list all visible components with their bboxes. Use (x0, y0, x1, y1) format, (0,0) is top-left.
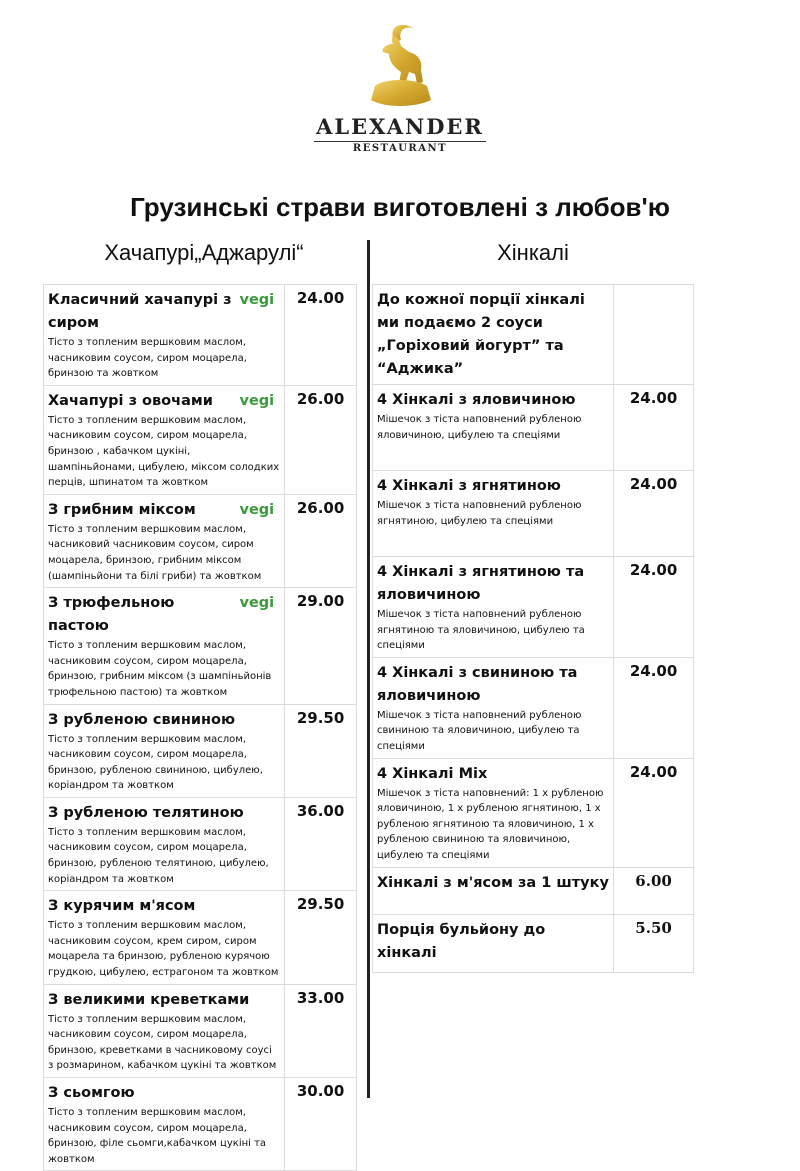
menu-item-price: 29.50 (285, 704, 357, 797)
menu-item-row (44, 1078, 357, 1171)
menu-item-row (44, 588, 357, 704)
menu-item-row (373, 557, 694, 658)
menu-item-description: Тісто з топленим вершковим маслом, часниковим соусом, сиром моцарела, бринзою та жовтком (48, 337, 247, 380)
menu-item-row (44, 385, 357, 494)
menu-item-header (48, 709, 280, 732)
khinkali-title: Хінкалі (497, 240, 569, 265)
vegi-badge: vegi (239, 501, 275, 518)
menu-item-name: 4 Хінкалі з ягнятиною (377, 478, 561, 494)
menu-item-row (44, 797, 357, 890)
menu-item-header (48, 802, 280, 825)
brand-subtitle: RESTAURANT (352, 143, 448, 154)
menu-item-price: 26.00 (285, 494, 357, 587)
menu-item-row (44, 704, 357, 797)
menu-item-header (48, 390, 280, 413)
goat-logo-icon (365, 22, 435, 112)
menu-item-header (48, 989, 280, 1012)
menu-item-description: Тісто з топленим вершковим маслом, часниковим соусом, сиром моцарела, бринзою, грибним міксом (з шампіньйонів трюфельною пастою) та жовтком (48, 640, 272, 698)
column-divider (367, 240, 370, 1098)
menu-item-cell (44, 494, 285, 587)
menu-item-description: Мішечок з тіста наповнений: 1 х рубленою яловичиною, 1 х рубленою ягнятиною, 1 х рубленою ягнятиною та яловичиною, 1 х рубленою свининою та яловичиною, цибулею та спеціями (377, 787, 604, 861)
khinkali-table (372, 284, 694, 973)
menu-item-description: Тісто з топленим вершковим маслом, часниковим соусом, сиром моцарела, бринзою, креветками в часниковому соусі з розмарином, кабачком цукіні та жовтком (48, 1013, 277, 1072)
menu-item-price: 24.00 (285, 285, 357, 386)
menu-item-row (373, 657, 694, 758)
menu-item-header (48, 499, 280, 522)
vegi-badge: vegi (239, 595, 275, 612)
menu-item-description: Тісто з топленим вершковим маслом, часниковим соусом, сиром моцарела, бринзою, філе сьомги,кабачком цукіні та жовтком (48, 1107, 267, 1165)
menu-item-name: 4 Хінкалі з свининою та яловичиною (377, 664, 578, 704)
menu-item-row (44, 494, 357, 587)
vegi-badge: vegi (239, 292, 275, 308)
menu-item-cell (373, 557, 614, 658)
menu-item-cell (44, 797, 285, 890)
menu-item-price: 24.00 (614, 657, 694, 758)
menu-item-name: Хачапурі з овочами (48, 392, 213, 409)
brand-name: ALEXANDER (316, 114, 484, 139)
menu-item-description: Мішечок з тіста наповнений рубленою ягнятиною, цибулею та спеціями (377, 500, 582, 527)
menu-item-row (44, 984, 357, 1077)
menu-item-price: 30.00 (285, 1078, 357, 1171)
menu-item-cell (44, 891, 285, 984)
menu-item-cell (373, 758, 614, 867)
menu-item-description: Тісто з топленим вершковим маслом, часниковим соусом, сиром моцарела, бринзою, рубленою телятиною, цибулею, коріандром та жовтком (48, 826, 269, 885)
menu-item-name: Хінкалі з м'ясом за 1 штуку (377, 874, 609, 891)
khachapuri-table (43, 284, 357, 1171)
menu-item-cell (373, 914, 614, 972)
menu-item-row (373, 471, 694, 557)
menu-item-price: 6.00 (614, 867, 694, 914)
menu-item-cell (44, 984, 285, 1077)
menu-item-name: З курячим м'ясом (48, 898, 196, 915)
menu-item-name: З трюфельною пастою (48, 595, 175, 635)
menu-item-header (48, 895, 280, 918)
menu-item-name: Порція бульйону до хінкалі (377, 921, 546, 961)
menu-item-description: Тісто з топленим вершковим маслом, часниковим соусом, крем сиром, сиром моцарела та бринзою, рубленою курячою грудкою, цибулею, естрагоном та жовтком (48, 920, 279, 979)
menu-item-description: Тісто з топленим вершковим маслом, часниковим соусом, сиром моцарела, бринзою , кабачком цукіні, шампіньйонами, цибулею, міксом солодких перців, шпинатом та жовтком (48, 414, 280, 489)
menu-item-header (48, 1082, 280, 1105)
menu-item-name: З рубленою свининою (48, 711, 236, 728)
menu-item-description: Тісто з топленим вершковим маслом, часниковий часниковим соусом, сиром моцарела, бринзою, грибним міксом (шампіньйони та білі гриби) та жовтком (48, 523, 262, 582)
menu-item-cell (44, 704, 285, 797)
menu-item-header (48, 592, 280, 638)
menu-item-row (373, 914, 694, 972)
menu-item-name: З рубленою телятиною (48, 804, 244, 821)
menu-item-cell (373, 471, 614, 557)
menu-item-price: 24.00 (614, 471, 694, 557)
menu-item-price: 26.00 (285, 385, 357, 494)
menu-item-cell (373, 385, 614, 471)
menu-item-row (373, 867, 694, 914)
menu-item-price: 24.00 (614, 557, 694, 658)
sauce-note: До кожної порції хінкалі ми подаємо 2 соуси „Горіховий йогурт” та “Аджика” (377, 292, 585, 377)
menu-item-price: 24.00 (614, 385, 694, 471)
menu-item-description: Мішечок з тіста наповнений рубленою свининою та яловичиною, цибулею та спеціями (377, 709, 582, 752)
menu-item-description: Мішечок з тіста наповнений рубленою ягнятиною та яловичиною, цибулею та спеціями (377, 609, 585, 652)
menu-item-price: 24.00 (614, 758, 694, 867)
menu-item-price: 29.00 (285, 588, 357, 704)
menu-item-description: Тісто з топленим вершковим маслом, часниковим соусом, сиром моцарела, бринзою, рубленою свининою, цибулею, коріандром та жовтком (48, 733, 263, 792)
menu-item-cell (373, 657, 614, 758)
menu-item-price: 29.50 (285, 891, 357, 984)
menu-item-price: 5.50 (614, 914, 694, 972)
restaurant-logo (0, 22, 800, 154)
menu-item-name: 4 Хінкалі Mix (377, 765, 488, 782)
menu-item-cell (373, 867, 614, 914)
menu-item-price: 36.00 (285, 797, 357, 890)
menu-item-cell (44, 285, 285, 386)
menu-item-cell (44, 588, 285, 704)
menu-item-row (373, 385, 694, 471)
menu-item-name: Класичний хачапурі з сиром (48, 292, 232, 331)
page-headline: Грузинські страви виготовлені з любов'ю (130, 192, 670, 222)
menu-item-name: З сьомгою (48, 1085, 135, 1101)
menu-item-cell (44, 385, 285, 494)
khinkali-note-row (373, 285, 694, 385)
menu-item-name: 4 Хінкалі з ягнятиною та яловичиною (377, 564, 585, 603)
menu-item-row (373, 758, 694, 867)
menu-item-price: 33.00 (285, 984, 357, 1077)
menu-item-name: 4 Хінкалі з яловичиною (377, 392, 576, 408)
menu-item-name: З грибним міксом (48, 501, 196, 518)
menu-item-header (48, 289, 280, 335)
menu-item-name: З великими креветками (48, 991, 250, 1008)
menu-item-row (44, 285, 357, 386)
khachapuri-title: Хачапурі„Аджарулі“ (104, 240, 304, 265)
brand-divider (314, 141, 486, 142)
vegi-badge: vegi (239, 392, 275, 409)
menu-item-cell (44, 1078, 285, 1171)
menu-item-row (44, 891, 357, 984)
menu-item-description: Мішечок з тіста наповнений рубленою яловичиною, цибулею та спеціями (377, 414, 582, 441)
